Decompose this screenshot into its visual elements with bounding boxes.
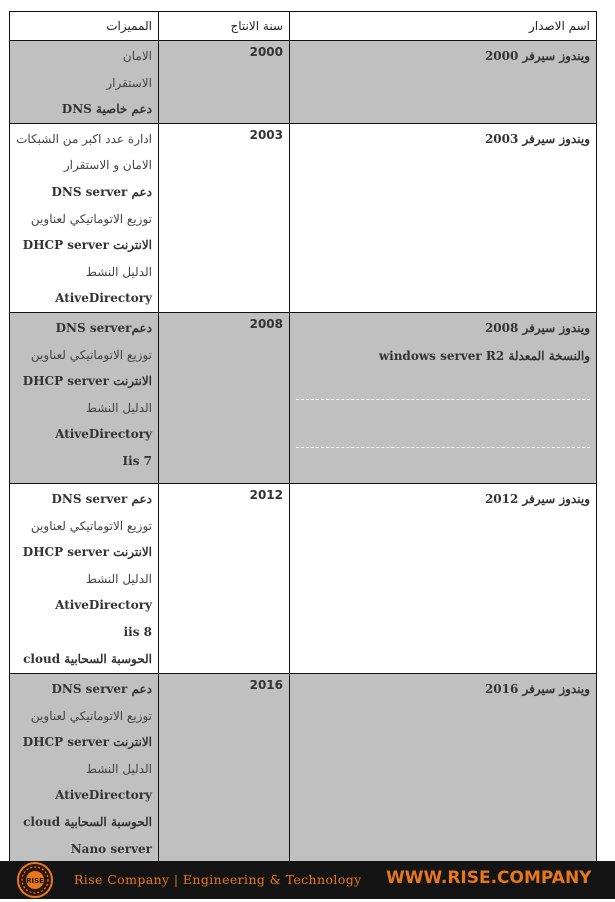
version-name-cell: [290, 673, 597, 862]
feature-item: الانترنت DHCP server: [22, 238, 152, 253]
header-production-year: سنة الانتاج: [159, 12, 290, 41]
feature-item: AtiveDirectory: [55, 427, 152, 442]
feature-item: توزيع الاتوماتيكي لعناوين: [30, 708, 152, 723]
feature-item: AtiveDirectory: [55, 291, 152, 306]
footer-banner: [0, 861, 615, 899]
feature-item: الدليل النشط: [85, 264, 152, 279]
feature-item: iis 8: [123, 624, 152, 639]
feature-item: دعم DNS server: [51, 681, 152, 696]
dashed-divider: [296, 447, 590, 448]
logo-text: RISE: [26, 877, 44, 885]
feature-item: الانترنت DHCP server: [22, 374, 152, 389]
feature-item: الدليل النشط: [85, 400, 152, 415]
version-name: ويندوز سيرفر 2000: [484, 49, 590, 63]
feature-item: الامان: [122, 49, 152, 63]
header-row: [10, 12, 597, 41]
version-name-cell: [290, 312, 597, 483]
version-name: ويندوز سيرفر 2016: [484, 681, 590, 696]
feature-item: توزيع الاتوماتيكي لعناوين: [30, 211, 152, 226]
feature-item: الدليل النشط: [85, 571, 152, 586]
features-cell: [10, 483, 159, 673]
year-cell: 2016: [159, 673, 290, 862]
table-row: [10, 41, 597, 124]
table-row: [10, 483, 597, 673]
feature-item: دعمDNS server: [55, 320, 152, 335]
version-name-cell: [290, 41, 597, 124]
windows-server-versions-table: [9, 11, 597, 863]
version-name: ويندوز سيرفر 2003: [484, 131, 590, 146]
feature-item: دعم DNS server: [51, 491, 152, 506]
rise-company-logo: [16, 862, 54, 898]
feature-item: توزيع الاتوماتيكي لعناوين: [30, 518, 152, 533]
dashed-divider: [296, 399, 590, 400]
features-cell: [10, 123, 159, 312]
year-cell: 2008: [159, 312, 290, 483]
year-cell: 2000: [159, 41, 290, 124]
feature-item: الحوسبة السحابية cloud: [23, 651, 152, 666]
feature-item: الانترنت DHCP server: [22, 545, 152, 560]
version-name-cell: [290, 123, 597, 312]
feature-item: الانترنت DHCP server: [22, 735, 152, 750]
features-cell: [10, 41, 159, 124]
feature-item: الاستقرار: [106, 75, 152, 90]
feature-item: ادارة عدد اكبر من الشبكات: [16, 131, 152, 146]
feature-item: توزيع الاتوماتيكي لعناوين: [30, 347, 152, 362]
features-cell: [10, 673, 159, 862]
year-cell: 2003: [159, 123, 290, 312]
version-name: ويندوز سيرفر 2008: [484, 320, 590, 335]
version-name: ويندوز سيرفر 2012: [484, 491, 590, 506]
website-url[interactable]: WWW.RISE.COMPANY: [386, 868, 592, 888]
feature-item: الدليل النشط: [85, 761, 152, 776]
feature-item: دعم خاصية DNS: [61, 102, 152, 117]
header-version-name: اسم الاصدار: [290, 12, 597, 41]
feature-item: AtiveDirectory: [55, 788, 152, 803]
year-cell: 2012: [159, 483, 290, 673]
header-features: المميزات: [10, 12, 159, 41]
feature-item: Nano server: [70, 841, 152, 856]
feature-item: الامان و الاستقرار: [63, 158, 152, 173]
table-row: [10, 312, 597, 483]
feature-item: Iis 7: [122, 453, 152, 468]
table-row: [10, 673, 597, 862]
version-name-cell: [290, 483, 597, 673]
company-tagline: Rise Company | Engineering & Technology: [74, 872, 362, 887]
feature-item: AtiveDirectory: [55, 598, 152, 613]
feature-item: دعم DNS server: [51, 184, 152, 199]
version-name-secondary: والنسخة المعدلة windows server R2: [378, 348, 590, 363]
table-row: [10, 123, 597, 312]
features-cell: [10, 312, 159, 483]
feature-item: الحوسبة السحابية cloud: [23, 814, 152, 829]
